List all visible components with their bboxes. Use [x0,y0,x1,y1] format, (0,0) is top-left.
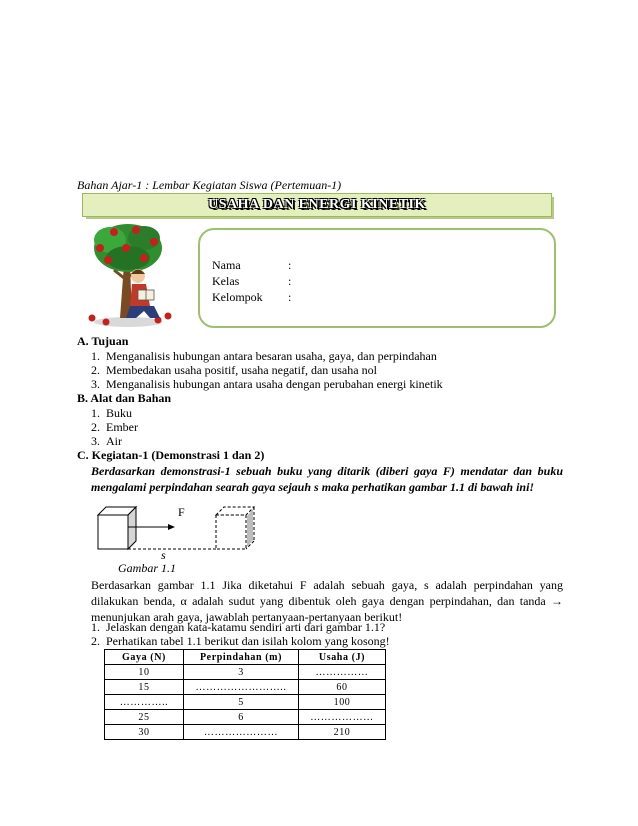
identity-row-name [212,258,291,273]
banner-title: USAHA DAN ENERGI KINETIK [208,197,426,212]
table-row [105,680,386,695]
question-item: 2. Perhatikan tabel 1.1 berikut dan isilah kolom yang kosong! [91,634,390,648]
force-label: F [178,505,185,519]
table-cell: …………… [299,665,386,680]
table-cell: …………………….. [184,680,299,695]
table-cell: 210 [299,725,386,740]
table-row [105,695,386,710]
identity-row-group [212,290,291,305]
header-work: Usaha (J) [299,650,386,665]
group-label: Kelompok [212,290,263,304]
section-a-title: A. Tujuan [77,334,129,348]
table-row [105,725,386,740]
objective-item: 1. Menganalisis hubungan antara besaran usaha, gaya, dan perpindahan [91,349,437,363]
displacement-label: s [161,548,166,562]
demonstration-instruction: Berdasarkan demonstrasi-1 sebuah buku yang ditarik (diberi gaya F) mendatar dan buku mengalami perpindahan searah gaya sejauh s maka perhatikan gambar 1.1 di bawah ini! [91,464,563,494]
section-c-title: C. Kegiatan-1 (Demonstrasi 1 dan 2) [77,448,265,462]
table-cell: ……………… [299,710,386,725]
document-subtitle: Bahan Ajar-1 : Lembar Kegiatan Siswa (Pertemuan-1) [77,178,342,192]
class-label: Kelas [212,274,240,288]
table-cell: 15 [105,680,184,695]
figure-caption: Gambar 1.1 [118,561,177,575]
explanation-paragraph: Berdasarkan gambar 1.1 Jika diketahui F adalah sebuah gaya, s adalah perpindahan yang dilakukan benda, α adalah sudut yang dibentuk oleh gaya dengan perpindahan, dan tanda → menunjukan arah gaya, jawablah pertanyaan-pertanyaan berikut! [91,578,563,624]
objective-item: 3. Menganalisis hubungan antara usaha dengan perubahan energi kinetik [91,377,443,391]
table-1-1 [104,649,386,740]
section-b-title: B. Alat dan Bahan [77,391,172,405]
identity-row-class [212,274,291,289]
table-cell: 30 [105,725,184,740]
question-item: 1. Jelaskan dengan kata-katamu sendiri arti dari gambar 1.1? [91,620,386,634]
table-row [105,710,386,725]
objective-item: 2. Membedakan usaha positif, usaha negatif, dan usaha nol [91,363,377,377]
table-header-row [105,650,386,665]
name-label: Nama [212,258,241,272]
title-banner [82,193,552,217]
table-cell: 5 [184,695,299,710]
table-cell: 10 [105,665,184,680]
student-identity-box [198,228,556,328]
group-colon: : [288,290,292,304]
header-force: Gaya (N) [105,650,184,665]
header-displacement: Perpindahan (m) [184,650,299,665]
material-item: 1. Buku [91,406,133,420]
table-cell: 3 [184,665,299,680]
table-cell: 6 [184,710,299,725]
name-colon: : [288,258,292,272]
material-item: 2. Ember [91,420,138,434]
table-cell: ………….. [105,695,184,710]
table-cell: 100 [299,695,386,710]
table-cell: ………………… [184,725,299,740]
material-item: 3. Air [91,434,122,448]
table-row [105,665,386,680]
table-cell: 25 [105,710,184,725]
student-under-tree-illustration [80,218,180,330]
table-cell: 60 [299,680,386,695]
class-colon: : [288,274,292,288]
